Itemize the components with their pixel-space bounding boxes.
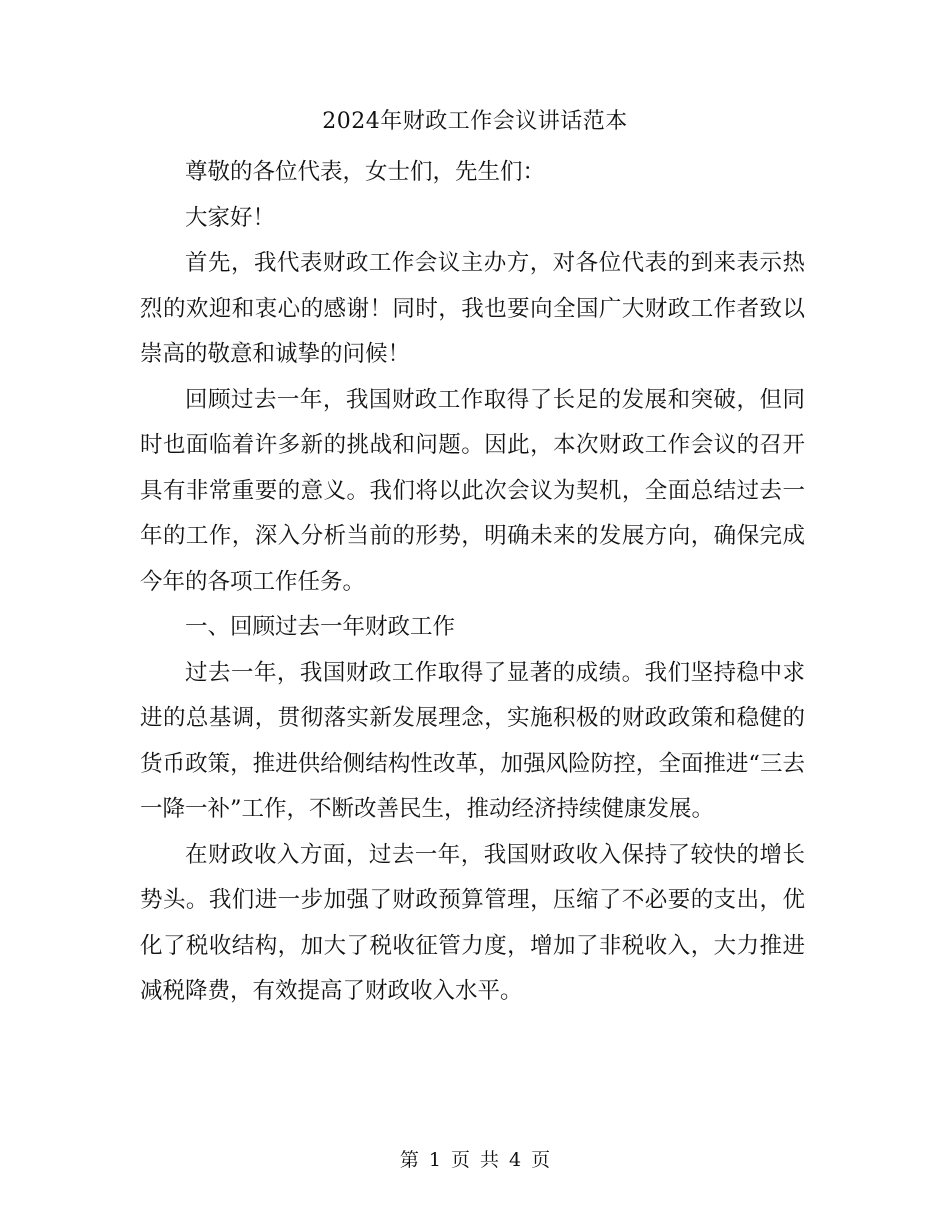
document-title: 2024年财政工作会议讲话范本 — [322, 109, 628, 134]
page-number-footer: 第 1 页 共 4 页 — [399, 1149, 551, 1171]
section-heading-1: 一、回顾过去一年财政工作 — [185, 614, 456, 640]
document-body — [140, 150, 805, 1015]
paragraph-achievements: 过去一年，我国财政工作取得了显著的成绩。我们坚持稳中求进的总基调，贯彻落实新发展理念，实施积极的财政政策和稳健的货币政策，推进供给侧结构性改革，加强风险防控，全面推进“三去一降一补”工作，不断改善民生，推动经济持续健康发展。 — [140, 659, 805, 822]
paragraph-revenue: 在财政收入方面，过去一年，我国财政收入保持了较快的增长势头。我们进一步加强了财政预算管理，压缩了不必要的支出，优化了税收结构，加大了税收征管力度，增加了非税收入，大力推进减税降费，有效提高了财政收入水平。 — [140, 841, 805, 1004]
paragraph-review-intro: 回顾过去一年，我国财政工作取得了长足的发展和突破，但同时也面临着许多新的挑战和问题。因此，本次财政工作会议的召开具有非常重要的意义。我们将以此次会议为契机，全面总结过去一年的工作，深入分析当前的形势，明确未来的发展方向，确保完成今年的各项工作任务。 — [140, 386, 805, 595]
salutation: 尊敬的各位代表，女士们，先生们： — [185, 159, 546, 185]
greeting: 大家好！ — [185, 204, 276, 231]
paragraph-welcome: 首先，我代表财政工作会议主办方，对各位代表的到来表示热烈的欢迎和衷心的感谢！同时，我也要向全国广大财政工作者致以崇高的敬意和诚挚的问候！ — [140, 250, 805, 367]
